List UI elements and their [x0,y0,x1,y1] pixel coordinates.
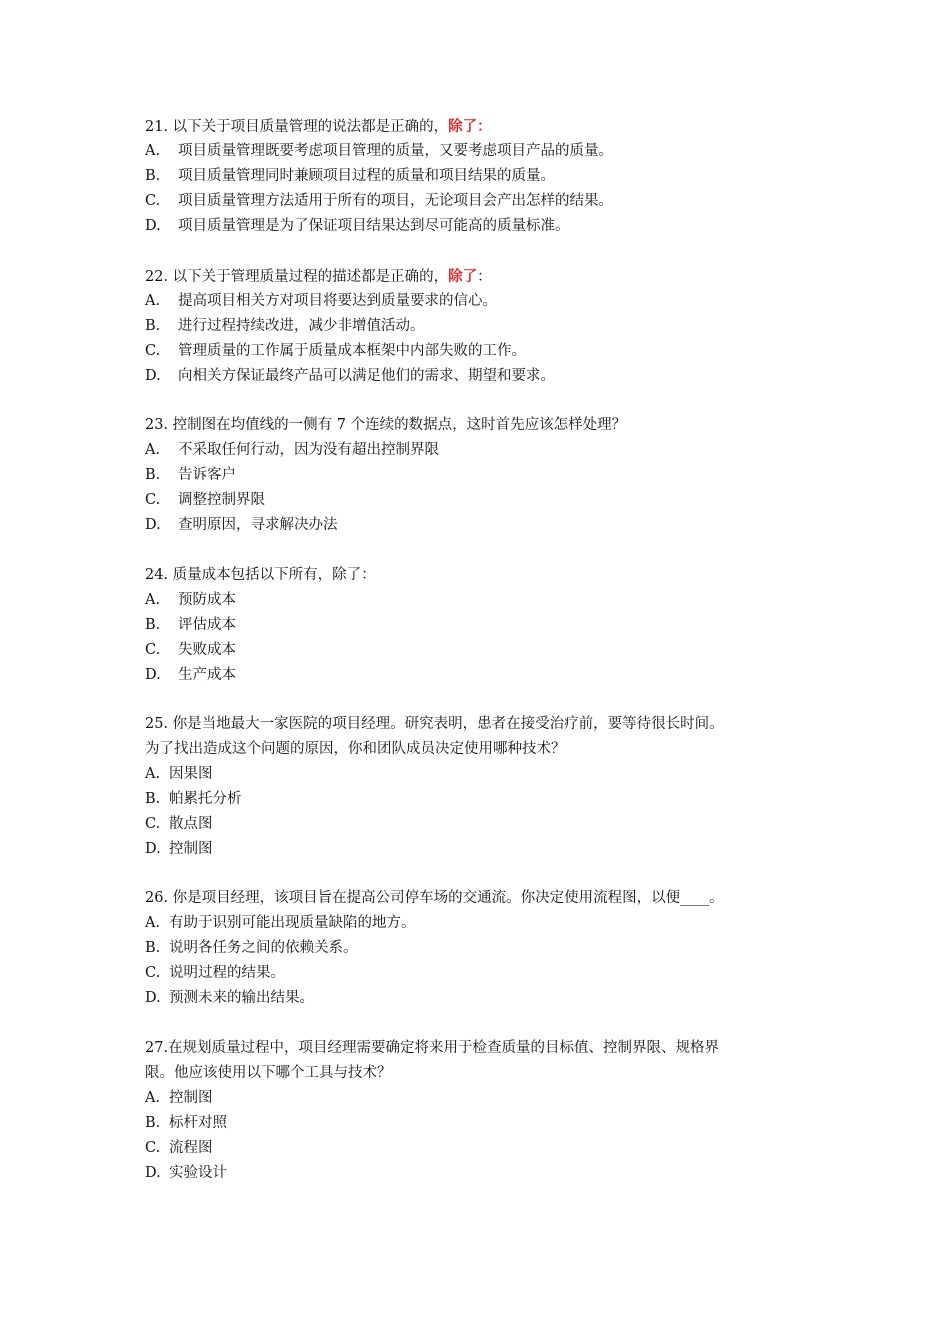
stem-text: 以下关于管理质量过程的描述都是正确的， [172,269,449,285]
option-d: D. 项目质量管理是为了保证项目结果达到尽可能高的质量标准。 [145,218,570,234]
question-stem-continued: 为了找出造成这个问题的原因，你和团队成员决定使用哪种技术？ [145,741,566,757]
question-number: 24. [145,567,169,583]
question-25 [145,712,825,862]
option-c: C. 失败成本 [145,642,236,658]
option-d: D. 预测未来的输出结果。 [145,990,314,1006]
question-number: 27. [145,1040,169,1056]
option-c: C. 项目质量管理方法适用于所有的项目，无论项目会产出怎样的结果。 [145,193,613,209]
option-c: C. 说明过程的结果。 [145,965,285,981]
question-stem [145,886,825,911]
option-d: D. 生产成本 [145,667,236,683]
option-b: B. 项目质量管理同时兼顾项目过程的质量和项目结果的质量。 [145,168,555,184]
question-26 [145,886,825,1011]
option-a: A. 控制图 [145,1090,213,1106]
option-b: B. 标杆对照 [145,1115,227,1131]
option-a: A. 提高项目相关方对项目将要达到质量要求的信心。 [145,293,497,309]
question-stem [145,114,825,139]
option-c: C. 流程图 [145,1140,213,1156]
question-number: 21. [145,119,169,135]
option-a: A. 项目质量管理既要考虑项目管理的质量，又要考虑项目产品的质量。 [145,143,613,159]
question-number: 26. [145,890,169,906]
option-d: D. 查明原因，寻求解决办法 [145,517,338,533]
question-number: 23. [145,417,169,433]
option-b: B. 帕累托分析 [145,791,242,807]
stem-highlight: 除了： [448,118,492,135]
option-a: A. 预防成本 [145,592,236,608]
question-stem [145,563,825,588]
stem-text: 你是当地最大一家医院的项目经理。研究表明，患者在接受治疗前，要等待很长时间。 [172,716,724,732]
question-27 [145,1036,825,1186]
option-b: B. 告诉客户 [145,467,236,483]
question-23 [145,413,825,538]
question-stem [145,712,825,737]
stem-text: 在规划质量过程中，项目经理需要确定将来用于检查质量的目标值、控制界限、规格界 [168,1040,720,1056]
question-stem [145,1036,825,1061]
question-stem [145,264,825,289]
option-b: B. 评估成本 [145,617,236,633]
stem-highlight: 除了 [448,268,478,285]
question-21 [145,114,825,239]
stem-text: 质量成本包括以下所有，除了： [172,567,376,583]
option-c: C. 管理质量的工作属于质量成本框架中内部失败的工作。 [145,343,526,359]
option-c: C. 散点图 [145,816,213,832]
stem-text: 以下关于项目质量管理的说法都是正确的， [172,119,449,135]
question-24 [145,563,825,688]
option-a: A. 有助于识别可能出现质量缺陷的地方。 [145,915,416,931]
question-number: 25. [145,716,169,732]
option-c: C. 调整控制界限 [145,492,265,508]
option-a: A. 不采取任何行动，因为没有超出控制界限 [145,442,439,458]
question-stem [145,413,825,438]
option-d: D. 向相关方保证最终产品可以满足他们的需求、期望和要求。 [145,368,555,384]
option-a: A. 因果图 [145,766,213,782]
question-number: 22. [145,269,169,285]
option-b: B. 说明各任务之间的依赖关系。 [145,940,358,956]
option-b: B. 进行过程持续改进，减少非增值活动。 [145,318,425,334]
option-d: D. 实验设计 [145,1165,227,1181]
stem-text: 你是项目经理，该项目旨在提高公司停车场的交通流。你决定使用流程图，以便____。 [172,890,724,906]
question-stem-continued: 限。他应该使用以下哪个工具与技术？ [145,1065,392,1081]
stem-text: 控制图在均值线的一侧有 7 个连续的数据点，这时首先应该怎样处理？ [172,417,627,433]
option-d: D. 控制图 [145,841,213,857]
question-22 [145,264,825,389]
stem-end: ： [477,269,492,285]
